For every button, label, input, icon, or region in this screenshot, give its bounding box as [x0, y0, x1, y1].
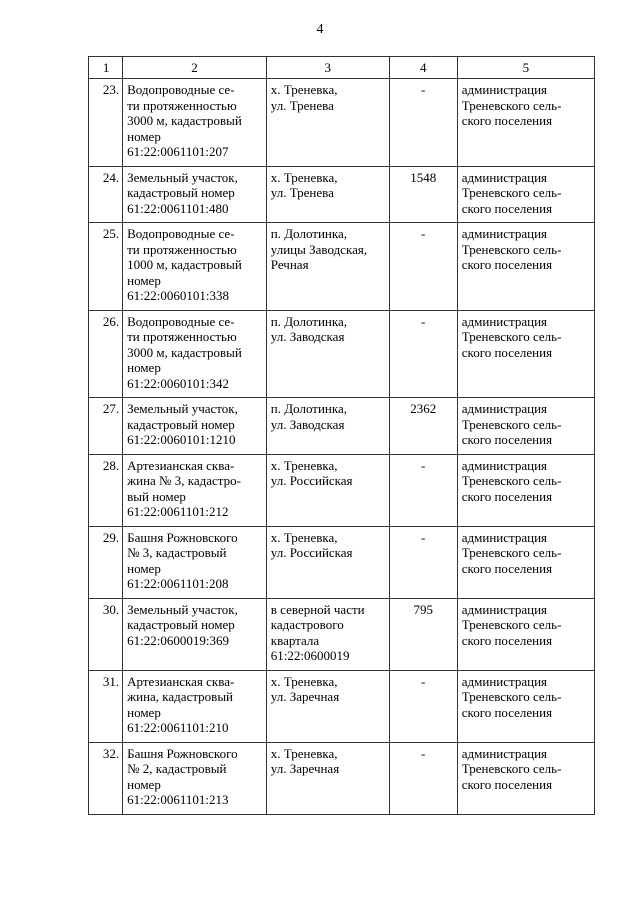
- header-cell-5: 5: [457, 57, 594, 79]
- header-row: [89, 57, 595, 79]
- object-area: 795: [389, 598, 457, 670]
- header-cell-1: 1: [89, 57, 123, 79]
- object-address: х. Треневка, ул. Тренева: [266, 166, 389, 223]
- object-name: Башня Рожновского № 2, кадастровый номер 61:22:0061101:213: [123, 742, 267, 814]
- header-cell-3: 3: [266, 57, 389, 79]
- object-area: -: [389, 310, 457, 398]
- object-address: х. Треневка, ул. Российская: [266, 526, 389, 598]
- object-owner: администрация Треневского сель- ского поселения: [457, 223, 594, 311]
- table-row: [89, 166, 595, 223]
- object-area: -: [389, 742, 457, 814]
- object-area: -: [389, 670, 457, 742]
- property-registry-table: [88, 56, 595, 815]
- object-area: 1548: [389, 166, 457, 223]
- row-number: 25.: [89, 223, 123, 311]
- object-address: х. Треневка, ул. Российская: [266, 454, 389, 526]
- object-area: -: [389, 526, 457, 598]
- object-name: Водопроводные се- ти протяженностью 3000 м, кадастровый номер 61:22:0060101:342: [123, 310, 267, 398]
- object-owner: администрация Треневского сель- ского поселения: [457, 310, 594, 398]
- row-number: 26.: [89, 310, 123, 398]
- table-row: [89, 742, 595, 814]
- object-name: Водопроводные се- ти протяженностью 1000 м, кадастровый номер 61:22:0060101:338: [123, 223, 267, 311]
- header-cell-4: 4: [389, 57, 457, 79]
- row-number: 29.: [89, 526, 123, 598]
- table-row: [89, 670, 595, 742]
- object-owner: администрация Треневского сель- ского поселения: [457, 454, 594, 526]
- table-row: [89, 223, 595, 311]
- object-owner: администрация Треневского сель- ского поселения: [457, 598, 594, 670]
- row-number: 24.: [89, 166, 123, 223]
- table-body: [89, 79, 595, 815]
- object-address: п. Долотинка, улицы Заводская, Речная: [266, 223, 389, 311]
- row-number: 28.: [89, 454, 123, 526]
- object-address: х. Треневка, ул. Заречная: [266, 670, 389, 742]
- object-area: -: [389, 454, 457, 526]
- object-address: х. Треневка, ул. Заречная: [266, 742, 389, 814]
- table-row: [89, 526, 595, 598]
- row-number: 31.: [89, 670, 123, 742]
- object-name: Башня Рожновского № 3, кадастровый номер 61:22:0061101:208: [123, 526, 267, 598]
- row-number: 23.: [89, 79, 123, 167]
- header-cell-2: 2: [123, 57, 267, 79]
- object-name: Водопроводные се- ти протяженностью 3000 м, кадастровый номер 61:22:0061101:207: [123, 79, 267, 167]
- object-owner: администрация Треневского сель- ского поселения: [457, 526, 594, 598]
- object-name: Земельный участок, кадастровый номер 61:22:0061101:480: [123, 166, 267, 223]
- object-name: Земельный участок, кадастровый номер 61:22:0600019:369: [123, 598, 267, 670]
- object-address: п. Долотинка, ул. Заводская: [266, 398, 389, 455]
- object-name: Земельный участок, кадастровый номер 61:22:0060101:1210: [123, 398, 267, 455]
- object-owner: администрация Треневского сель- ского поселения: [457, 742, 594, 814]
- row-number: 32.: [89, 742, 123, 814]
- object-name: Артезианская сква- жина, кадастровый номер 61:22:0061101:210: [123, 670, 267, 742]
- table-row: [89, 310, 595, 398]
- object-owner: администрация Треневского сель- ского поселения: [457, 398, 594, 455]
- object-area: -: [389, 223, 457, 311]
- object-name: Артезианская сква- жина № 3, кадастро- вый номер 61:22:0061101:212: [123, 454, 267, 526]
- object-owner: администрация Треневского сель- ского поселения: [457, 670, 594, 742]
- page-number: 4: [316, 22, 324, 37]
- object-area: 2362: [389, 398, 457, 455]
- table-row: [89, 79, 595, 167]
- table-row: [89, 598, 595, 670]
- object-address: п. Долотинка, ул. Заводская: [266, 310, 389, 398]
- object-owner: администрация Треневского сель- ского поселения: [457, 166, 594, 223]
- object-owner: администрация Треневского сель- ского поселения: [457, 79, 594, 167]
- table-row: [89, 398, 595, 455]
- object-address: в северной части кадастрового квартала 61:22:0600019: [266, 598, 389, 670]
- row-number: 30.: [89, 598, 123, 670]
- row-number: 27.: [89, 398, 123, 455]
- object-area: -: [389, 79, 457, 167]
- object-address: х. Треневка, ул. Тренева: [266, 79, 389, 167]
- table-row: [89, 454, 595, 526]
